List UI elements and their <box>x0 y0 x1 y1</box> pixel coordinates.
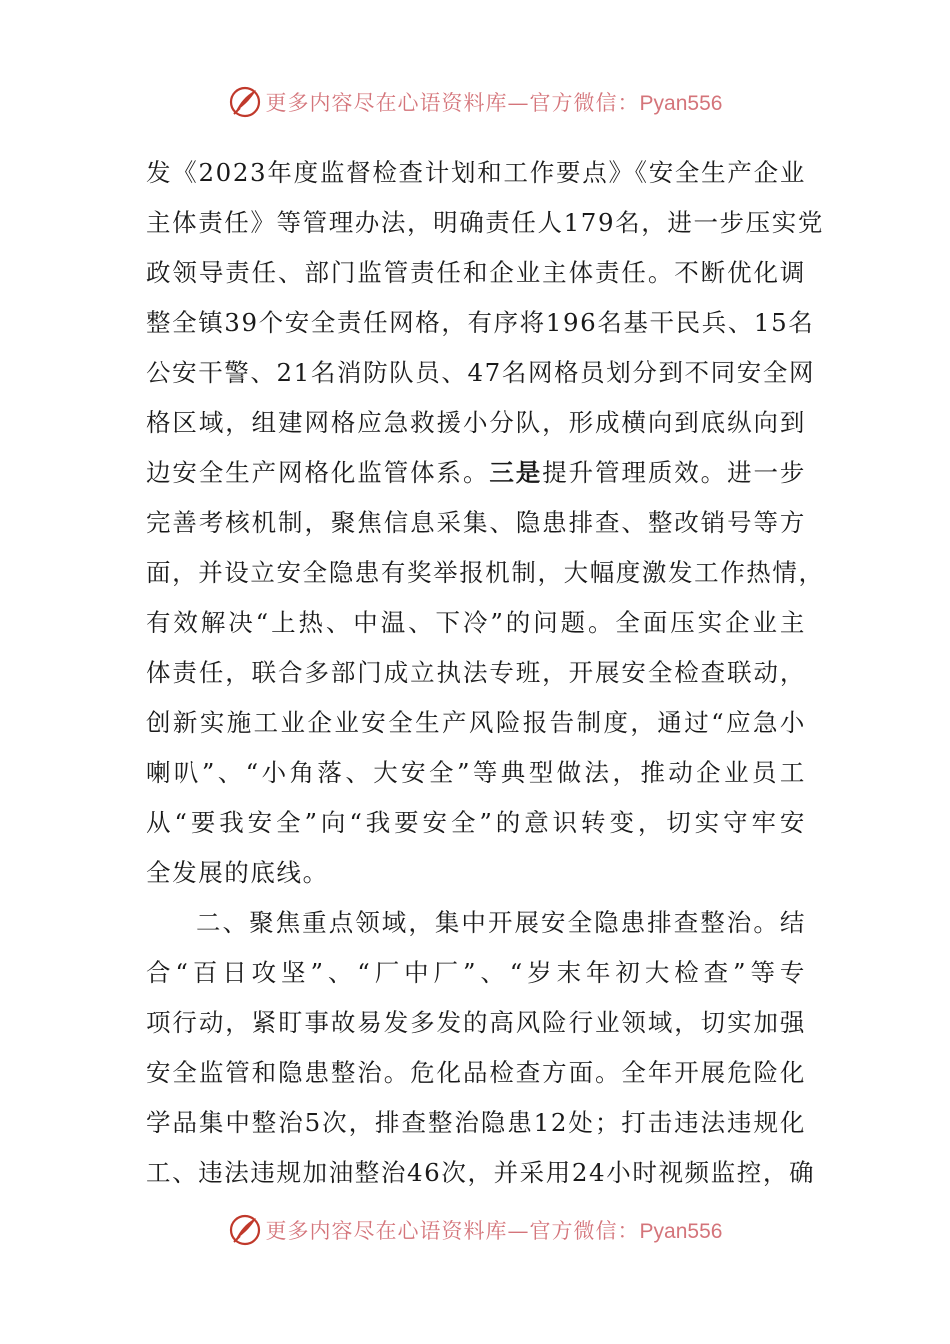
wechat-id: Pyan556 <box>639 1220 723 1243</box>
text-segment: 边安全生产网格化监管体系。 <box>146 458 490 487</box>
text-line: 创新实施工业企业安全生产风险报告制度，通过“应急小 <box>146 708 806 737</box>
text-segment: 提升管理质效。进一步 <box>542 458 806 487</box>
text-line: 主体责任》等管理办法，明确责任人179名，进一步压实党 <box>146 208 824 237</box>
banner-text: 更多内容尽在心语资料库—官方微信：Pyan556 <box>265 1219 723 1243</box>
quill-pen-logo-icon <box>228 85 262 119</box>
text-line: 合“百日攻坚”、“厂中厂”、“岁末年初大检查”等专 <box>146 958 806 987</box>
text-line: 工、违法违规加油整治46次，并采用24小时视频监控，确 <box>146 1158 816 1187</box>
text-line: 安全监管和隐患整治。危化品检查方面。全年开展危险化 <box>146 1058 806 1087</box>
header-watermark-banner <box>0 82 950 122</box>
text-line: 喇叭”、“小角落、大安全”等典型做法，推动企业员工 <box>146 758 806 787</box>
text-line: 完善考核机制，聚焦信息采集、隐患排查、整改销号等方 <box>146 508 806 537</box>
section-heading-line: 二、聚焦重点领域，集中开展安全隐患排查整治。结 <box>196 908 806 937</box>
text-line: 发《2023年度监督检查计划和工作要点》《安全生产企业 <box>146 158 806 187</box>
text-line <box>146 448 806 498</box>
text-line: 政领导责任、部门监管责任和企业主体责任。不断优化调 <box>146 258 806 287</box>
text-line: 面，并设立安全隐患有奖举报机制，大幅度激发工作热情， <box>146 558 825 587</box>
banner-text: 更多内容尽在心语资料库—官方微信：Pyan556 <box>265 91 723 115</box>
text-line: 体责任，联合多部门成立执法专班，开展安全检查联动， <box>146 658 806 687</box>
bold-keyword: 三是 <box>489 458 543 487</box>
text-line: 全发展的底线。 <box>146 858 329 887</box>
text-line: 公安干警、21名消防队员、47名网格员划分到不同安全网 <box>146 358 816 387</box>
text-line: 整全镇39个安全责任网格，有序将196名基干民兵、15名 <box>146 308 815 337</box>
footer-watermark-banner <box>0 1210 950 1250</box>
text-line: 有效解决“上热、中温、下冷”的问题。全面压实企业主 <box>146 608 806 637</box>
text-line: 项行动，紧盯事故易发多发的高风险行业领域，切实加强 <box>146 1008 806 1037</box>
text-line: 学品集中整治5次，排查整治隐患12处；打击违法违规化 <box>146 1108 806 1137</box>
text-line: 格区域，组建网格应急救援小分队，形成横向到底纵向到 <box>146 408 806 437</box>
text-line: 从“要我安全”向“我要安全”的意识转变，切实守牢安 <box>146 808 806 837</box>
wechat-id: Pyan556 <box>639 92 723 115</box>
document-body <box>146 148 825 1198</box>
quill-pen-logo-icon <box>228 1213 262 1247</box>
